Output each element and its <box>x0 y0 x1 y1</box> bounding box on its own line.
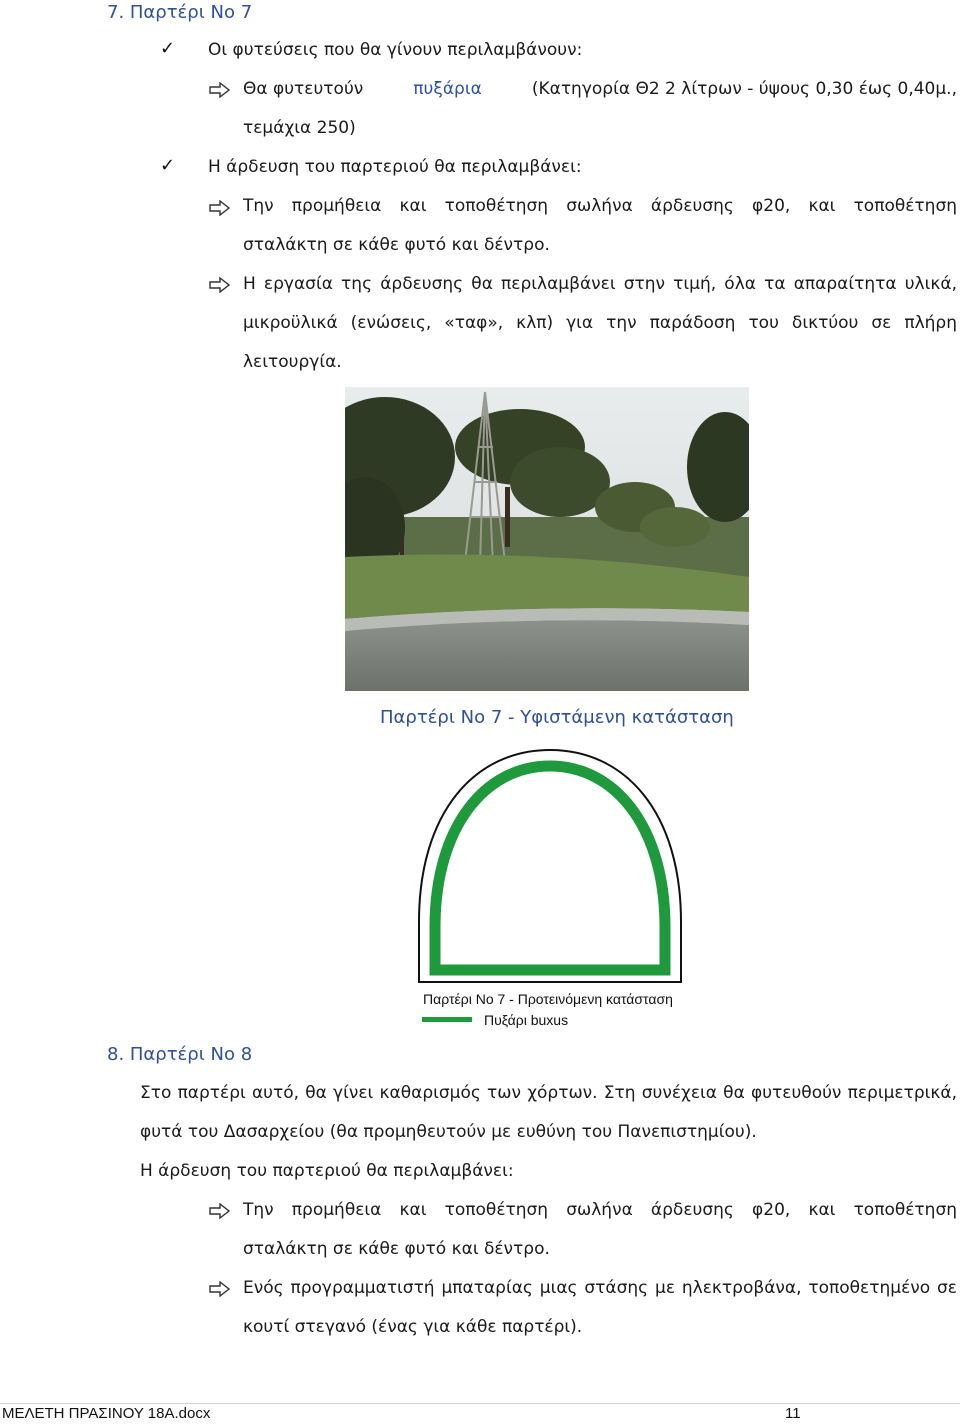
diagram-title: Παρτέρι Νο 7 - Προτεινόμενη κατάσταση <box>423 991 673 1007</box>
footer-filename: ΜΕΛΕΤΗ ΠΡΑΣΙΝΟΥ 18Α.docx <box>2 1405 211 1422</box>
photo-illustration <box>345 387 749 691</box>
footer-divider <box>0 1403 960 1404</box>
irrigation-pipe-line1: Την προμήθεια και τοποθέτηση σωλήνα άρδευσης φ20, και τοποθέτηση <box>243 196 957 216</box>
check-mark-icon: ✓ <box>160 38 176 59</box>
check-mark-icon: ✓ <box>160 155 176 176</box>
hollow-right-arrow-icon <box>209 277 231 293</box>
existing-state-photo <box>345 387 749 691</box>
photo-caption: Παρτέρι Νο 7 - Υφιστάμενη κατάσταση <box>380 707 734 728</box>
irrigation-intro: Η άρδευση του παρτεριού θα περιλαμβάνει: <box>208 157 582 177</box>
buxus-hedge-outline <box>435 766 665 970</box>
section-8-paragraph-line1: Στο παρτέρι αυτό, θα γίνει καθαρισμός των χόρτων. Στη συνέχεια θα φυτευθούν περιμετρικά, <box>140 1083 957 1103</box>
legend-label: Πυξάρι buxus <box>484 1012 569 1028</box>
irrigation-cost-line2: μικροϋλικά (ενώσεις, «ταφ», κλπ) για την παράδοση του δικτύου σε πλήρη <box>243 313 957 333</box>
section-8-heading: 8. Παρτέρι Νο 8 <box>107 1044 253 1065</box>
section-8-controller-line1: Ενός προγραμματιστή μπαταρίας μιας στάσης με ηλεκτροβάνα, τοποθετημένο σε <box>243 1278 957 1298</box>
plantings-intro: Οι φυτεύσεις που θα γίνουν περιλαμβάνουν: <box>208 40 583 60</box>
irrigation-cost-line3: λειτουργία. <box>243 352 342 372</box>
text-segment: Θα φυτευτούν <box>243 79 364 99</box>
section-8-paragraph-line2: φυτά του Δασαρχείου (θα προμηθευτούν με ευθύνη του Πανεπιστημίου). <box>140 1122 757 1142</box>
irrigation-cost-line1: Η εργασία της άρδευσης θα περιλαμβάνει στην τιμή, όλα τα απαραίτητα υλικά, <box>243 274 957 294</box>
section-8-irrigation-intro: Η άρδευση του παρτεριού θα περιλαμβάνει: <box>140 1161 514 1181</box>
proposed-state-diagram <box>415 742 685 987</box>
footer-page-number: 11 <box>785 1405 801 1422</box>
text-segment: (Κατηγορία Θ2 2 λίτρων - ύψους 0,30 έως 0,40μ., <box>531 79 957 99</box>
hollow-right-arrow-icon <box>209 1203 231 1219</box>
section-8-pipe-line2: σταλάκτη σε κάθε φυτό και δέντρο. <box>243 1239 550 1259</box>
boxwood-link[interactable]: πυξάρια <box>413 79 482 99</box>
boxwood-planting-line <box>243 79 957 99</box>
legend-swatch <box>422 1017 472 1022</box>
hollow-right-arrow-icon <box>209 1281 231 1297</box>
irrigation-pipe-line2: σταλάκτη σε κάθε φυτό και δέντρο. <box>243 235 550 255</box>
boxwood-quantity: τεμάχια 250) <box>243 118 356 138</box>
section-8-controller-line2: κουτί στεγανό (ένας για κάθε παρτέρι). <box>243 1317 583 1337</box>
section-7-heading: 7. Παρτέρι Νο 7 <box>107 2 253 23</box>
hollow-right-arrow-icon <box>209 82 231 98</box>
hollow-right-arrow-icon <box>209 200 231 216</box>
section-8-pipe-line1: Την προμήθεια και τοποθέτηση σωλήνα άρδευσης φ20, και τοποθέτηση <box>243 1200 957 1220</box>
